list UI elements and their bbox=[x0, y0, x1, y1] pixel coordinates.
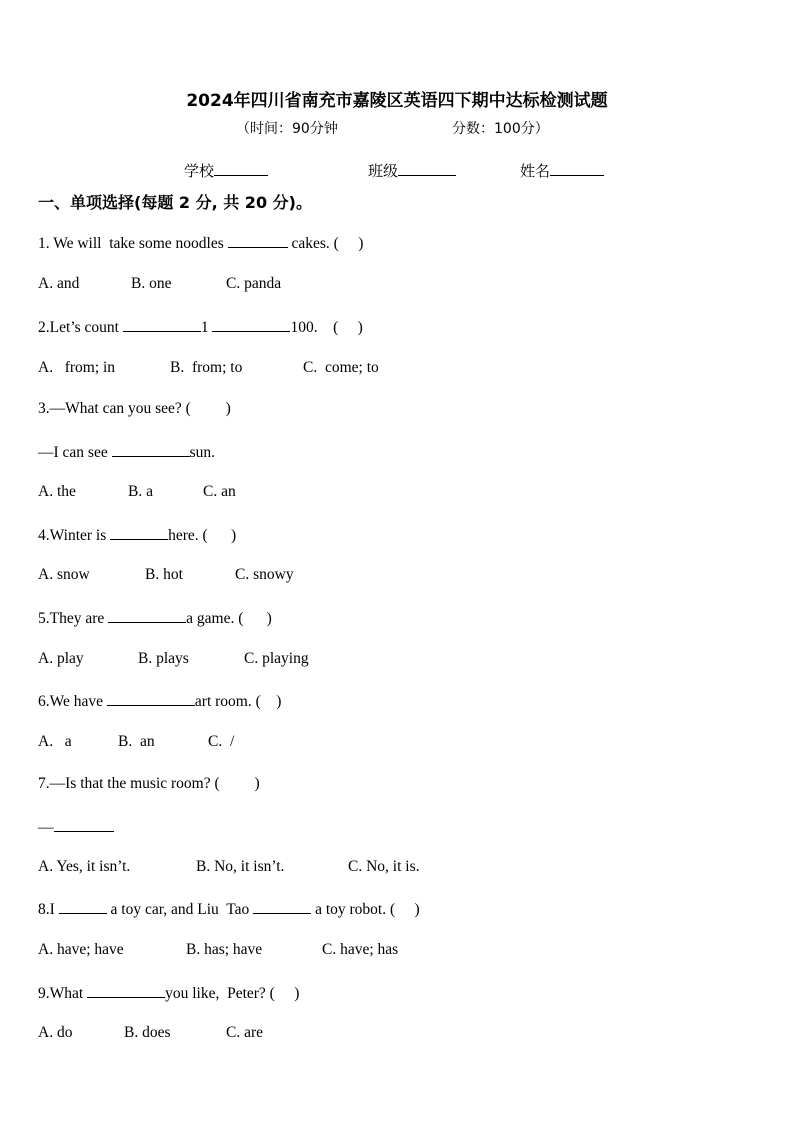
question-text: art room. ( ) bbox=[194, 693, 282, 710]
option-b: B. hot bbox=[145, 566, 183, 583]
school-field bbox=[184, 160, 268, 181]
option-c: C. have; has bbox=[322, 941, 399, 958]
question-text: 2.Let’s count bbox=[38, 319, 123, 336]
option-c: C. No, it is. bbox=[348, 858, 420, 875]
options-3 bbox=[38, 483, 236, 501]
option-a: A. from; in bbox=[38, 359, 116, 376]
name-blank bbox=[550, 161, 604, 176]
option-b: B. does bbox=[124, 1024, 171, 1041]
question-text: — bbox=[38, 819, 54, 836]
option-b: B. from; to bbox=[170, 359, 243, 376]
question-text: a toy robot. ( ) bbox=[311, 901, 420, 918]
option-a: A. and bbox=[38, 275, 80, 292]
answer-blank bbox=[228, 233, 288, 248]
question-text: 9.What bbox=[38, 985, 88, 1002]
school-label: 学校 bbox=[184, 162, 215, 180]
question-text: 6.We have bbox=[38, 693, 107, 710]
question-text: a game. ( ) bbox=[186, 610, 272, 627]
option-b: B. has; have bbox=[186, 941, 263, 958]
option-b: B. a bbox=[128, 483, 153, 500]
question-5 bbox=[38, 608, 272, 628]
options-8 bbox=[38, 941, 398, 959]
question-text: 1 bbox=[200, 319, 213, 336]
question-1 bbox=[38, 233, 363, 253]
question-text: sun. bbox=[189, 444, 216, 461]
question-text: here. ( ) bbox=[168, 527, 237, 544]
question-3: 3.—What can you see? ( ) bbox=[38, 400, 231, 417]
name-label: 姓名 bbox=[520, 162, 551, 180]
exam-time: （时间：90分钟 bbox=[236, 121, 338, 137]
options-4 bbox=[38, 566, 294, 584]
options-7 bbox=[38, 858, 419, 876]
answer-blank bbox=[123, 317, 201, 332]
question-3-answer bbox=[38, 442, 215, 462]
answer-blank bbox=[212, 317, 290, 332]
question-text: you like, Peter? ( ) bbox=[165, 985, 300, 1002]
option-c: C. snowy bbox=[235, 566, 294, 583]
class-blank bbox=[398, 161, 456, 176]
question-6 bbox=[38, 691, 281, 711]
option-b: B. plays bbox=[138, 650, 189, 667]
option-a: A. play bbox=[38, 650, 84, 667]
question-7: 7.—Is that the music room? ( ) bbox=[38, 775, 260, 792]
option-b: B. an bbox=[118, 733, 155, 750]
option-a: A. do bbox=[38, 1024, 73, 1041]
answer-blank bbox=[59, 899, 107, 914]
question-text: cakes. ( ) bbox=[287, 235, 364, 252]
options-9 bbox=[38, 1024, 263, 1042]
question-text: 100. ( ) bbox=[290, 319, 363, 336]
answer-blank bbox=[110, 525, 168, 540]
question-text: a toy car, and Liu Tao bbox=[106, 901, 254, 918]
question-text: 8.I bbox=[38, 901, 59, 918]
question-4 bbox=[38, 525, 236, 545]
option-a: A. Yes, it isn’t. bbox=[38, 858, 131, 875]
option-c: C. playing bbox=[244, 650, 309, 667]
name-field bbox=[520, 160, 604, 181]
answer-blank bbox=[87, 983, 165, 998]
option-b: B. No, it isn’t. bbox=[196, 858, 285, 875]
exam-score: 分数：100分） bbox=[452, 121, 549, 137]
answer-blank bbox=[107, 691, 195, 706]
school-blank bbox=[214, 161, 268, 176]
question-text: 5.They are bbox=[38, 610, 109, 627]
question-2 bbox=[38, 317, 363, 337]
question-text: 4.Winter is bbox=[38, 527, 111, 544]
options-5 bbox=[38, 650, 309, 668]
question-text: 1. We will take some noodles bbox=[38, 235, 228, 252]
option-c: C. come; to bbox=[303, 359, 379, 376]
option-a: A. snow bbox=[38, 566, 90, 583]
options-1 bbox=[38, 275, 281, 293]
section-title: 一、单项选择(每题 2 分, 共 20 分)。 bbox=[38, 193, 312, 212]
option-b: B. one bbox=[131, 275, 172, 292]
option-a: A. a bbox=[38, 733, 72, 750]
answer-blank bbox=[112, 442, 190, 457]
options-6 bbox=[38, 733, 234, 751]
answer-blank bbox=[108, 608, 186, 623]
class-field bbox=[368, 160, 456, 181]
option-c: C. / bbox=[208, 733, 235, 750]
class-label: 班级 bbox=[368, 162, 399, 180]
option-a: A. the bbox=[38, 483, 76, 500]
exam-title: 2024年四川省南充市嘉陵区英语四下期中达标检测试题 bbox=[186, 91, 608, 111]
answer-blank bbox=[54, 817, 114, 832]
option-c: C. an bbox=[203, 483, 236, 500]
answer-blank bbox=[253, 899, 311, 914]
question-9 bbox=[38, 983, 299, 1003]
option-c: C. panda bbox=[226, 275, 282, 292]
question-text: —I can see bbox=[38, 444, 112, 461]
question-7-answer bbox=[38, 817, 114, 837]
question-8 bbox=[38, 899, 420, 919]
options-2 bbox=[38, 359, 379, 377]
option-a: A. have; have bbox=[38, 941, 124, 958]
option-c: C. are bbox=[226, 1024, 264, 1041]
